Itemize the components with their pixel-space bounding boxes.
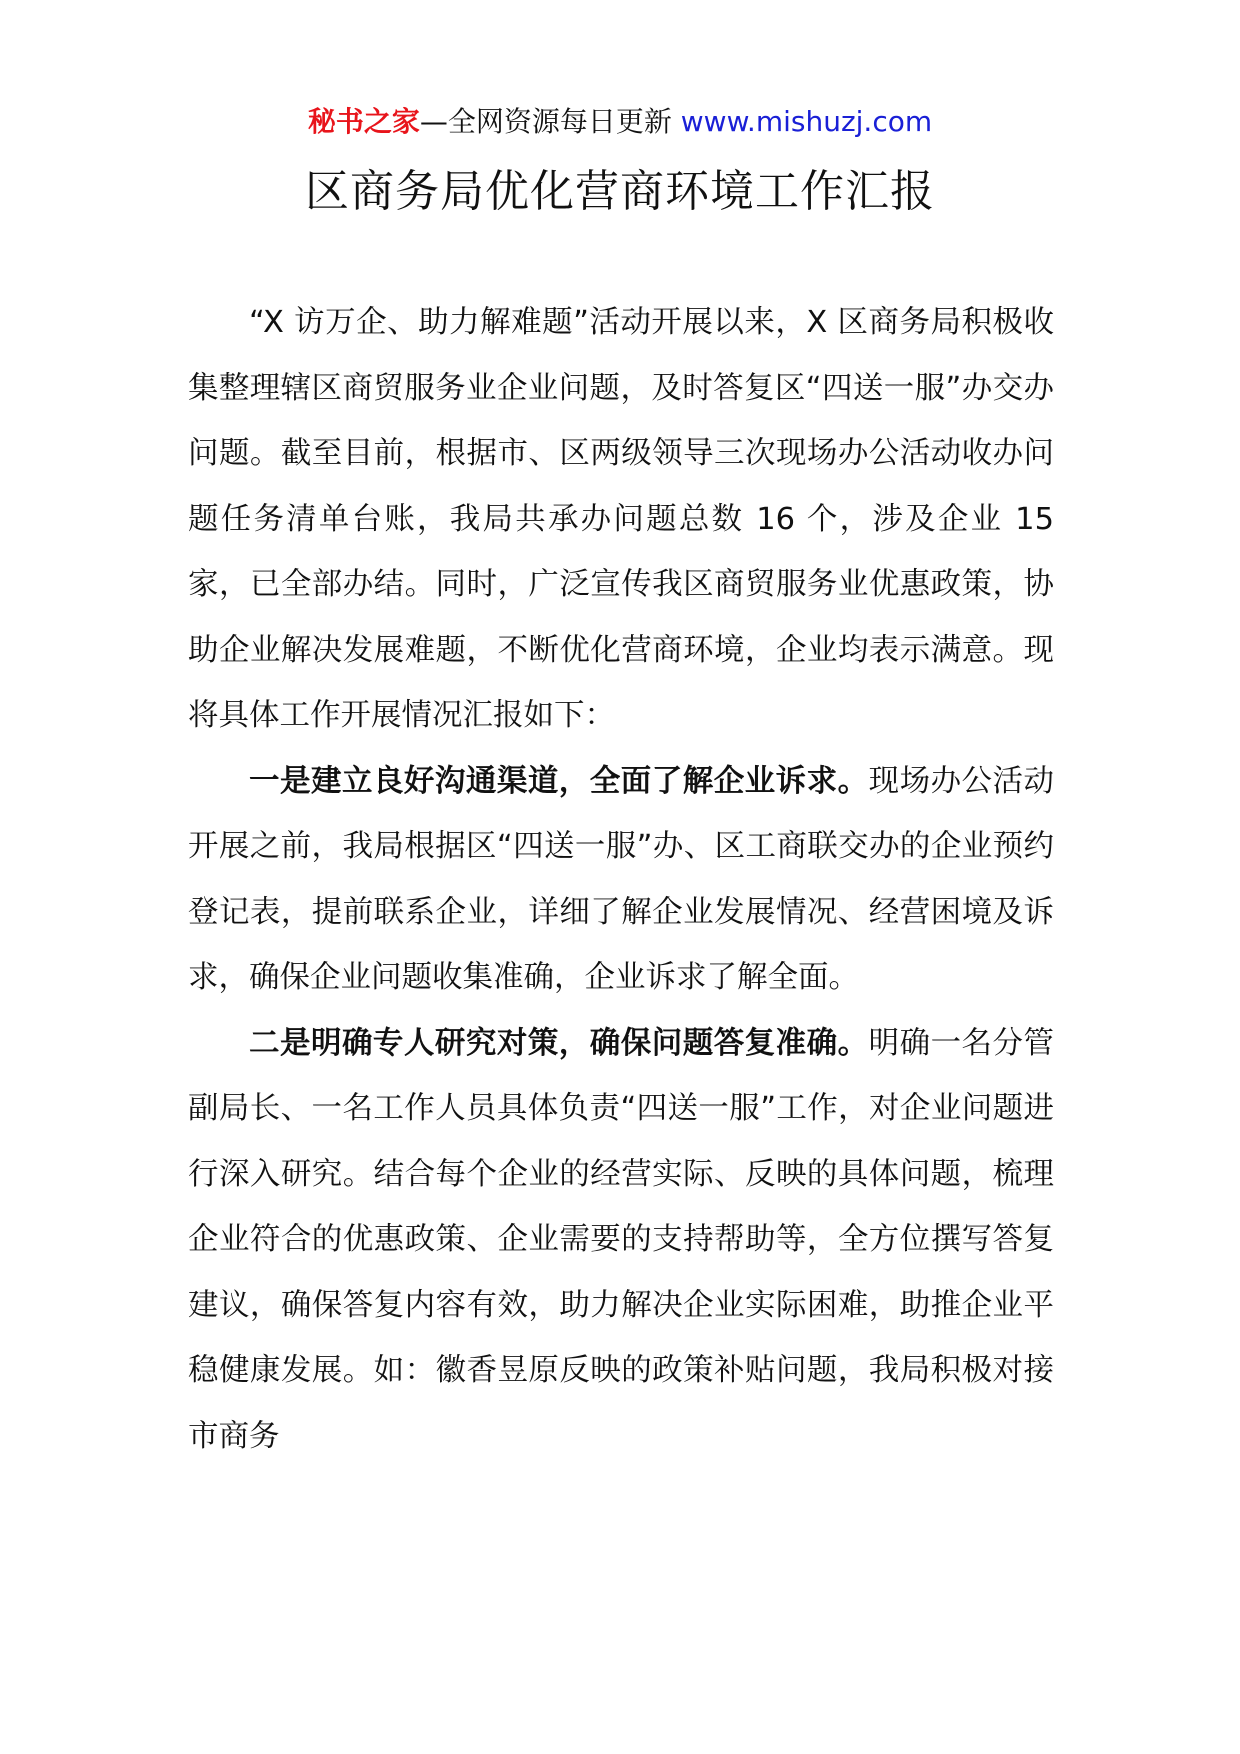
document-body — [188, 290, 1054, 1469]
site-url[interactable]: www.mishuzj.com — [680, 105, 933, 138]
paragraph-lead: 二是明确专人研究对策，确保问题答复准确。 — [249, 1025, 869, 1061]
header-slogan: —全网资源每日更新 — [419, 105, 681, 138]
brand-name: 秘书之家 — [307, 105, 420, 138]
paragraph-intro — [188, 290, 1054, 749]
paragraph-lead: 一是建立良好沟通渠道，全面了解企业诉求。 — [249, 763, 869, 799]
document-title: 区商务局优化营商环境工作汇报 — [305, 166, 935, 217]
paragraph-point-1 — [188, 749, 1054, 1011]
paragraph-point-2 — [188, 1011, 1054, 1470]
paragraph-text: 现场办公活动开展之前，我局根据区“四送一服”办、区工商联交办的企业预约登记表，提前联系企业，详细了解企业发展情况、经营困境及诉求，确保企业问题收集准确，企业诉求了解全面。 — [188, 763, 1055, 995]
site-header — [0, 100, 1240, 144]
paragraph-text: 明确一名分管副局长、一名工作人员具体负责“四送一服”工作，对企业问题进行深入研究。结合每个企业的经营实际、反映的具体问题，梳理企业符合的优惠政策、企业需要的支持帮助等，全方位撰写答复建议，确保答复内容有效，助力解决企业实际困难，助推企业平稳健康发展。如：徽香昱原反映的政策补贴问题，我局积极对接市商务 — [188, 1025, 1055, 1454]
paragraph-text: “X 访万企、助力解难题”活动开展以来，X 区商务局积极收集整理辖区商贸服务业企业问题，及时答复区“四送一服”办交办问题。截至目前，根据市、区两级领导三次现场办公活动收办问题任务清单台账，我局共承办问题总数 16 个，涉及企业 15 家，已全部办结。同时，广泛宣传我区商贸服务业优惠政策，协助企业解决发展难题，不断优化营商环境，企业均表示满意。现将具体工作开展情况汇报如下： — [188, 305, 1054, 733]
